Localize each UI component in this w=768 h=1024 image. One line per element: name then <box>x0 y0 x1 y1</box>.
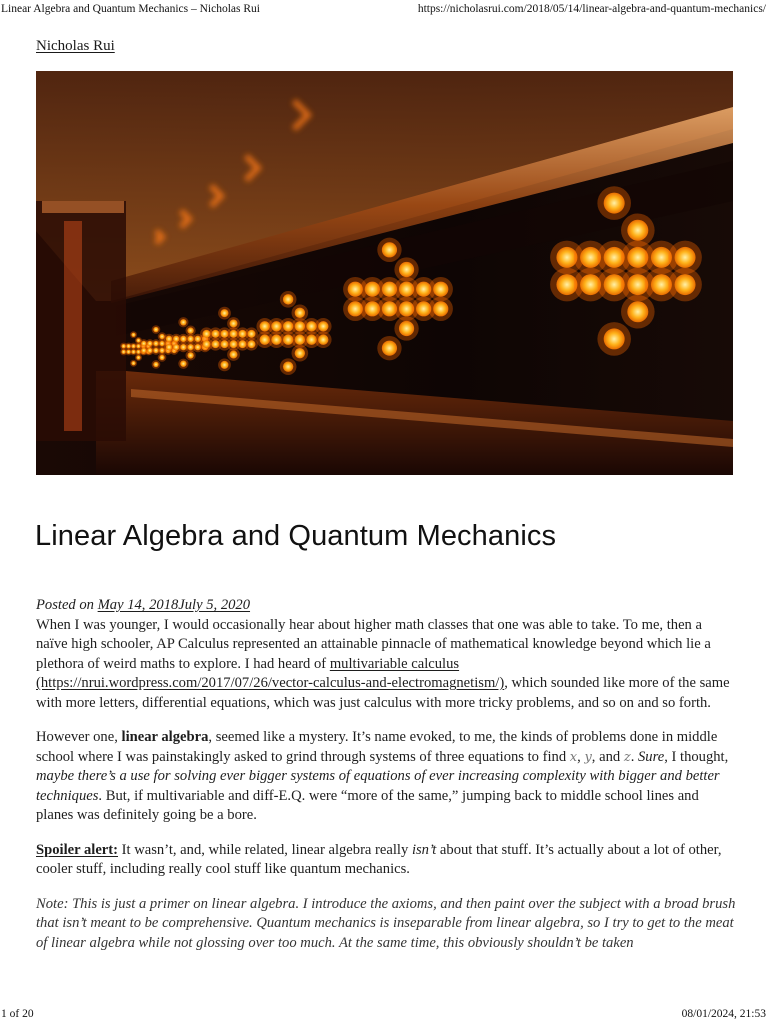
led-dot <box>433 282 448 297</box>
led-dot <box>187 352 193 358</box>
led-dot <box>187 327 193 333</box>
posted-on-label: Posted on <box>36 597 94 613</box>
led-dot <box>180 361 186 367</box>
linear-algebra-bold: linear algebra <box>121 729 209 745</box>
led-dot <box>627 301 648 322</box>
led-dot <box>399 262 414 277</box>
math-x: x <box>569 749 578 765</box>
led-dot <box>675 274 696 295</box>
math-y: y <box>584 749 592 765</box>
led-dot <box>675 247 696 268</box>
led-dot <box>604 193 625 214</box>
site-title-link[interactable]: Nicholas Rui <box>36 38 115 54</box>
led-dot <box>248 340 256 348</box>
paragraph-2 <box>36 728 736 826</box>
led-dot <box>136 355 140 359</box>
led-dot <box>295 348 305 358</box>
led-dot <box>230 351 238 359</box>
post-title: Linear Algebra and Quantum Mechanics <box>35 520 557 552</box>
led-dot <box>221 309 229 317</box>
print-page-title: Linear Algebra and Quantum Mechanics – Nicholas Rui <box>1 3 260 15</box>
led-arrows-photo <box>36 71 733 475</box>
led-dot <box>283 294 293 304</box>
spoiler-alert-label: Spoiler alert: <box>36 841 119 858</box>
led-dot <box>382 341 397 356</box>
p2-italic-sure: Sure <box>637 748 665 765</box>
led-dot <box>153 362 158 367</box>
p2-text-4: . But, if multivariable and diff-E.Q. were “more of the same,” jumping back to middle school lines and planes was definitely going be a bore. <box>36 787 699 823</box>
math-z: z <box>623 749 631 765</box>
led-dot <box>180 319 186 325</box>
multivariable-calculus-link[interactable]: multivariable calculus (https://nrui.wordpress.com/2017/07/26/vector-calculus-and-electromagnetism/) <box>36 655 505 691</box>
led-dot <box>382 242 397 257</box>
p2-text: However one, <box>36 729 122 745</box>
print-url: https://nicholasrui.com/2018/05/14/linear-algebra-and-quantum-mechanics/ <box>417 3 766 15</box>
led-dot <box>318 335 328 345</box>
print-datetime: 08/01/2024, 21:53 <box>681 1008 766 1020</box>
led-dot <box>131 333 135 337</box>
p2-text-2: , seemed like a mystery. It’s name evoked, to me, the kinds of problems done in middle school where I was painstakingly asked to grind through systems of three equations to find <box>36 729 718 765</box>
paragraph-3 <box>36 841 736 880</box>
led-dot <box>153 327 158 332</box>
hero-image <box>36 71 733 475</box>
note-paragraph: Note: This is just a primer on linear algebra. I introduce the axioms, and then paint over the subject with a broad brush that isn’t meant to be comprehensive. Quantum mechanics is inseparable from linear algebra, so I try to get to the meat of linear algebra while not glossing over too much. At the same time, this obviously shouldn’t be taken <box>36 895 736 951</box>
led-dot <box>248 330 256 338</box>
print-header <box>0 0 768 16</box>
led-dot <box>399 321 414 336</box>
p2-sep-1: , <box>577 748 585 765</box>
p1-text-end: , which sounded like more of the same with more letters, differential equations, which was just calculus with more tricky problems, and so on and so forth. <box>36 675 730 711</box>
p2-dot: . <box>630 748 638 765</box>
p3-text: It wasn’t, and, while related, linear algebra really <box>118 841 412 858</box>
print-page-number: 1 of 20 <box>1 1008 34 1020</box>
led-dot <box>230 319 238 327</box>
p3-italic-isnt: isn’t <box>411 841 437 858</box>
p2-sep-2: , and <box>591 748 624 765</box>
led-dot <box>159 355 164 360</box>
led-dot <box>283 361 293 371</box>
p1-text: When I was younger, I would occasionally hear about higher math classes that one was able to take. To me, then a naïve high schooler, AP Calculus represented an attainable pinnacle of mathematical knowledge beyond which lie a plethora of weird maths to explore. I had heard of <box>36 616 711 672</box>
print-footer <box>0 1008 768 1024</box>
led-dot <box>131 361 135 365</box>
led-dot <box>221 361 229 369</box>
led-dot <box>318 321 328 331</box>
paragraph-1 <box>36 616 736 714</box>
p2-text-3: , I thought, <box>664 748 729 765</box>
led-dot <box>295 308 305 318</box>
led-dot <box>627 220 648 241</box>
led-dot <box>604 328 625 349</box>
post-meta <box>36 596 736 616</box>
led-dot <box>433 301 448 316</box>
post-content <box>36 596 736 953</box>
p2-italic-thought: maybe there’s a use for solving ever bigger systems of equations of ever increasing complexity with bigger and better techniques <box>36 768 720 804</box>
p3-text-end: about that stuff. It’s actually about a lot of other, cooler stuff, including really cool stuff like quantum mechanics. <box>36 841 722 877</box>
post-date-link[interactable]: May 14, 2018July 5, 2020 <box>97 597 251 613</box>
